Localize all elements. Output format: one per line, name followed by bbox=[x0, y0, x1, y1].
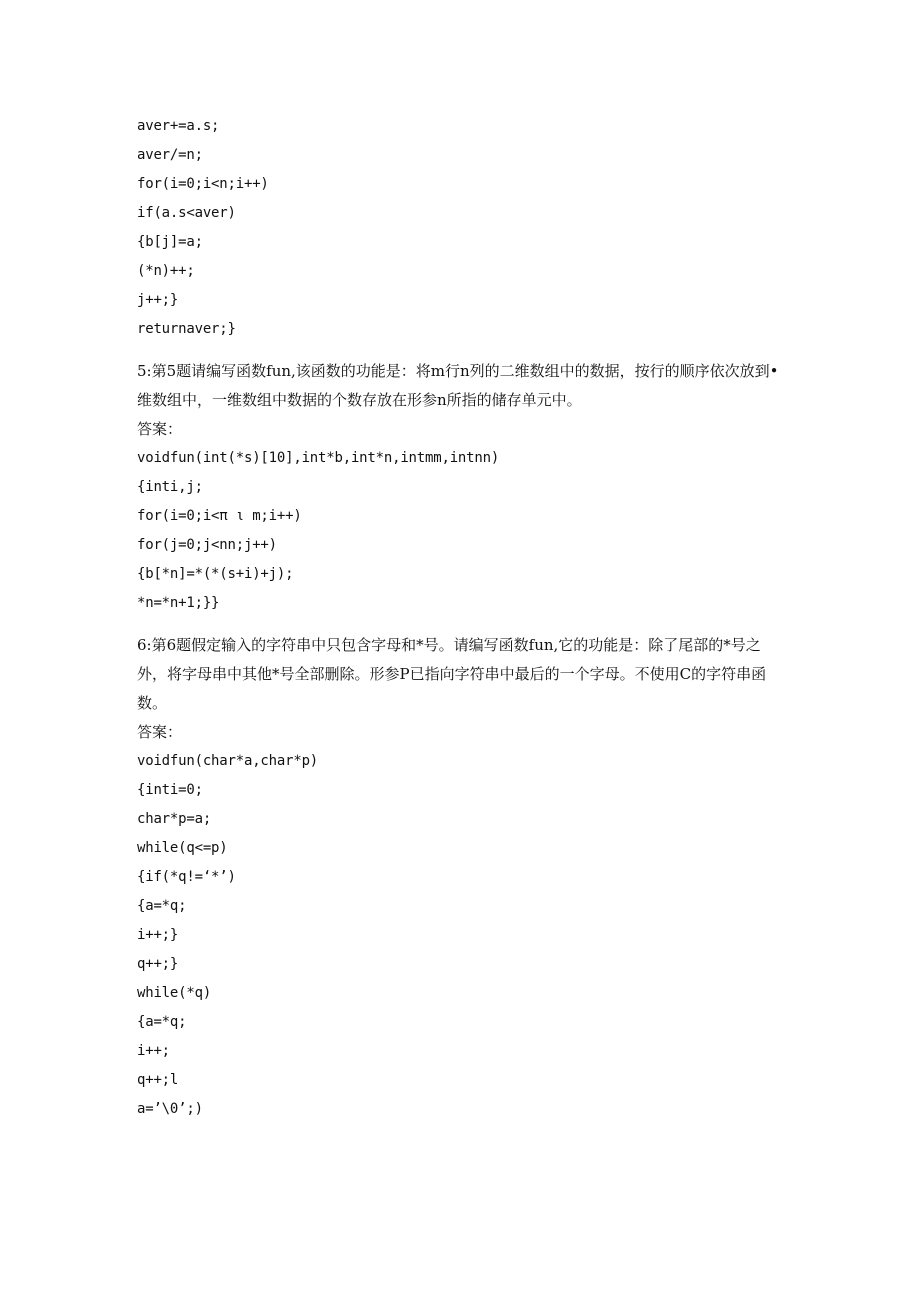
code-line: *n=*n+1;}} bbox=[137, 595, 220, 611]
code-block-q6 bbox=[137, 747, 787, 1124]
code-line: j++;} bbox=[137, 292, 179, 308]
code-block-q4-tail bbox=[137, 112, 787, 344]
code-line: {inti,j; bbox=[137, 479, 203, 495]
code-line: char*p=a; bbox=[137, 811, 212, 827]
code-line: while(*q) bbox=[137, 985, 212, 1001]
code-line: i++; bbox=[137, 1043, 170, 1059]
question-5-text: 5:第5题请编写函数fun,该函数的功能是：将m行n列的二维数组中的数据，按行的顺序依次放到•维数组中，一维数组中数据的个数存放在形参n所指的储存单元中。 bbox=[137, 362, 779, 409]
code-line: if(a.s<aver) bbox=[137, 205, 236, 221]
code-line: i++;} bbox=[137, 927, 179, 943]
question-5-answer-label: 答案： bbox=[137, 420, 183, 438]
question-6-answer-label: 答案： bbox=[137, 723, 183, 741]
code-line: while(q<=p) bbox=[137, 840, 228, 856]
code-line: for(j=0;j<nn;j++) bbox=[137, 537, 277, 553]
code-line: {a=*q; bbox=[137, 898, 187, 914]
code-line: returnaver;} bbox=[137, 321, 236, 337]
code-line: q++;l bbox=[137, 1072, 179, 1088]
question-5 bbox=[137, 357, 787, 444]
code-line: {inti=0; bbox=[137, 782, 203, 798]
document-page bbox=[137, 112, 787, 1124]
code-line: voidfun(int(*s)[10],int*b,int*n,intmm,intnn) bbox=[137, 450, 500, 466]
code-line: q++;} bbox=[137, 956, 179, 972]
code-line: {if(*q!=‘*’) bbox=[137, 869, 236, 885]
code-line: for(i=0;i<π ι m;i++) bbox=[137, 508, 302, 524]
code-line: (*n)++; bbox=[137, 263, 195, 279]
code-line: {a=*q; bbox=[137, 1014, 187, 1030]
code-line: {b[j]=a; bbox=[137, 234, 203, 250]
code-line: a=’\0’;) bbox=[137, 1101, 203, 1117]
code-line: for(i=0;i<n;i++) bbox=[137, 176, 269, 192]
code-line: aver/=n; bbox=[137, 147, 203, 163]
question-6 bbox=[137, 631, 787, 747]
question-6-text: 6:第6题假定输入的字符串中只包含字母和*号。请编写函数fun,它的功能是：除了尾部的*号之外，将字母串中其他*号全部删除。形参P已指向字符串中最后的一个字母。不使用C的字符串函数。 bbox=[137, 636, 767, 712]
code-line: voidfun(char*a,char*p) bbox=[137, 753, 319, 769]
code-block-q5 bbox=[137, 444, 787, 618]
code-line: aver+=a.s; bbox=[137, 118, 220, 134]
code-line: {b[*n]=*(*(s+i)+j); bbox=[137, 566, 294, 582]
